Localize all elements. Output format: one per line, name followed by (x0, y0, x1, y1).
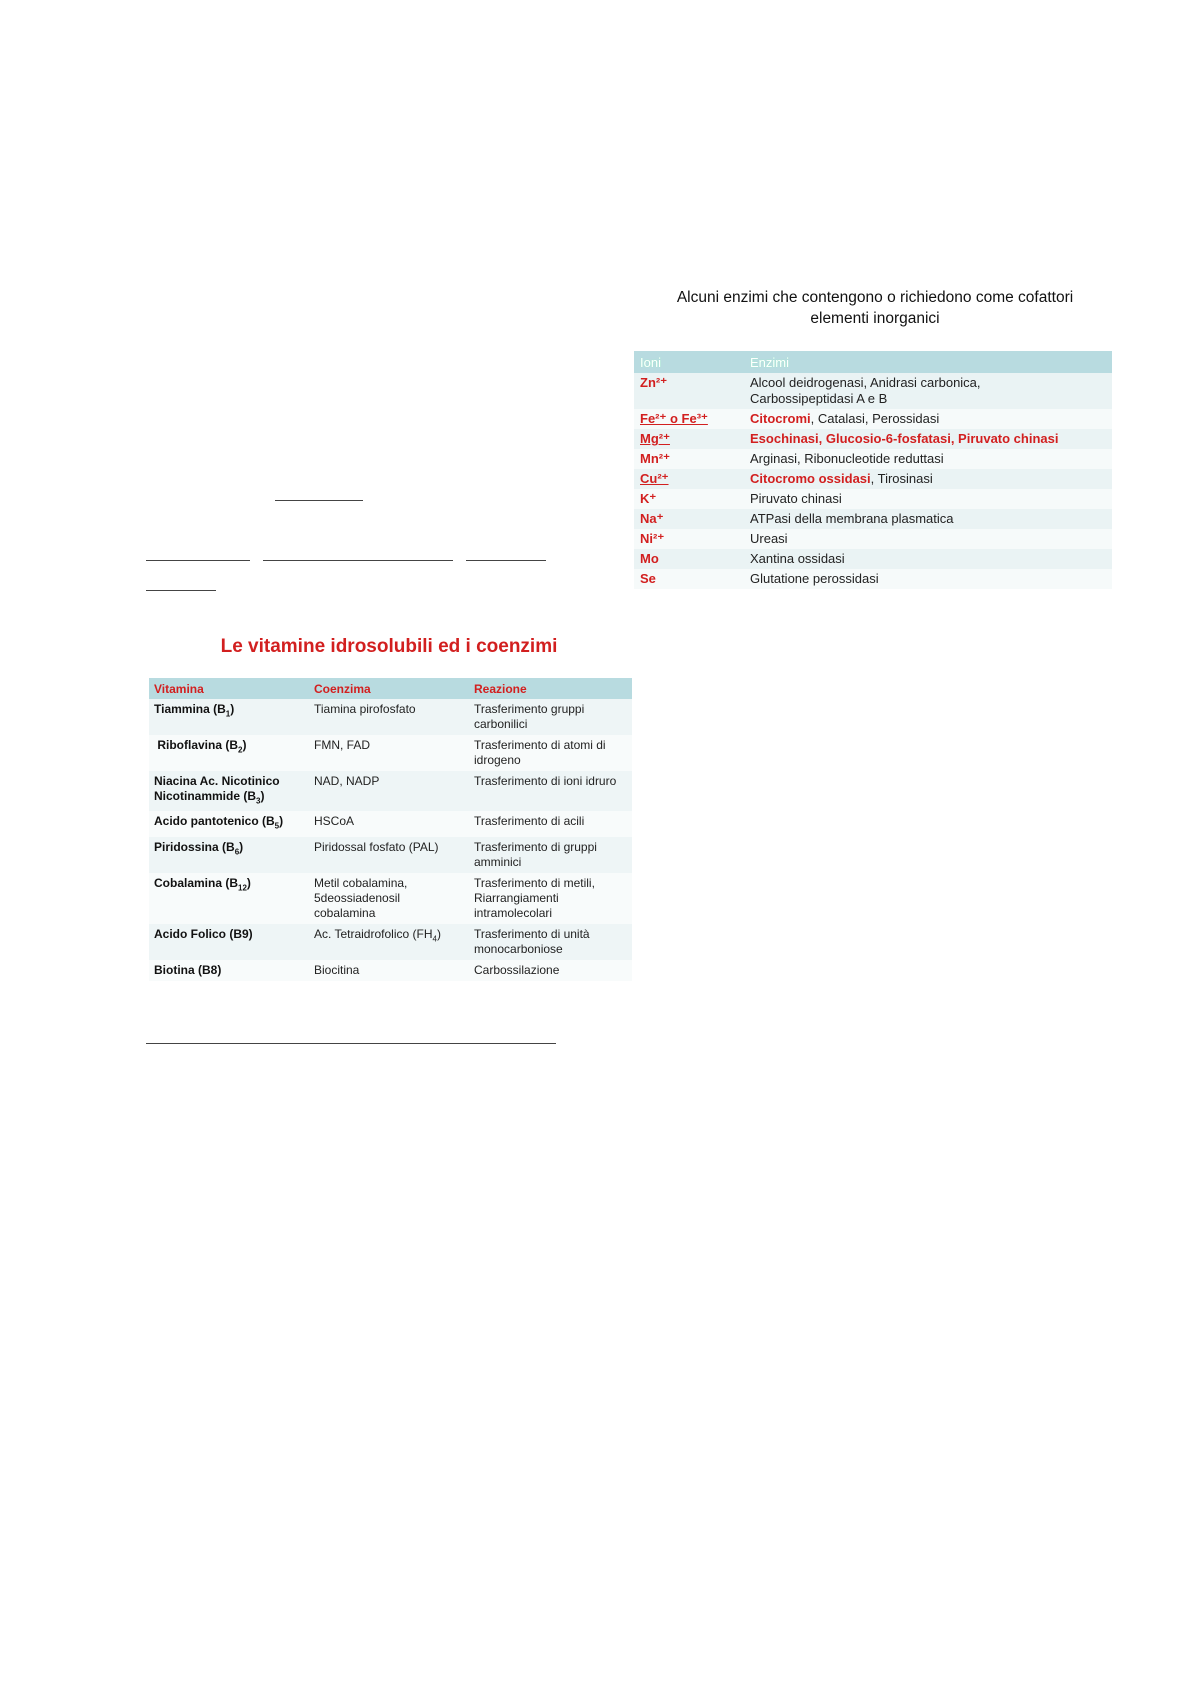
enzymes-cell: Alcool deidrogenasi, Anidrasi carbonica, Carbossipeptidasi A e B (744, 373, 1112, 409)
reaction-cell: Trasferimento di acili (469, 811, 632, 836)
blank-line-3 (263, 560, 453, 561)
ions-header-row (634, 351, 1112, 373)
table-row (149, 837, 632, 873)
table-row (149, 873, 632, 924)
coenzyme-cell: Piridossal fosfato (PAL) (309, 837, 469, 873)
coenzyme-cell: Biocitina (309, 960, 469, 981)
reaction-cell: Carbossilazione (469, 960, 632, 981)
table-row (149, 960, 632, 981)
coenzyme-cell: NAD, NADP (309, 771, 469, 811)
blank-line-5 (146, 590, 216, 591)
table-row (634, 489, 1112, 509)
enzymes-cell: Citocromi, Catalasi, Perossidasi (744, 409, 1112, 429)
table-row (149, 699, 632, 735)
enzymes-cell: Piruvato chinasi (744, 489, 1112, 509)
blank-line-6 (146, 1043, 556, 1044)
vitamin-cell: Niacina Ac. Nicotinico Nicotinammide $(B_3)$ (149, 771, 309, 811)
enzymes-cell: Glutatione perossidasi (744, 569, 1112, 589)
coenzyme-cell: Ac. Tetraidrofolico $(FH_4)$ (309, 924, 469, 960)
ion-cell: Mo (634, 549, 744, 569)
table-row (634, 529, 1112, 549)
ion-cell: Na⁺ (634, 509, 744, 529)
table-row (634, 429, 1112, 449)
ion-cell: Ni²⁺ (634, 529, 744, 549)
enzymes-cell: Ureasi (744, 529, 1112, 549)
table-row (149, 924, 632, 960)
table-row (149, 771, 632, 811)
header-reaction: Reazione (469, 678, 632, 699)
ions-title-line2: elementi inorganici (810, 310, 940, 327)
ion-cell: K⁺ (634, 489, 744, 509)
ions-table-title (640, 287, 1110, 329)
vitamins-header-row (149, 678, 632, 699)
table-row (634, 569, 1112, 589)
reaction-cell: Trasferimento di unità monocarboniose (469, 924, 632, 960)
blank-line-2 (146, 560, 250, 561)
reaction-cell: Trasferimento di ioni idruro (469, 771, 632, 811)
ions-title-line1: Alcuni enzimi che contengono o richiedono come cofattori (676, 289, 1074, 306)
ion-cell: Mg²⁺ (634, 429, 744, 449)
coenzyme-cell: Tiamina pirofosfato (309, 699, 469, 735)
table-row (634, 509, 1112, 529)
ion-cell: Cu²⁺ (634, 469, 744, 489)
vitamins-table-title: Le vitamine idrosolubili ed i coenzimi (220, 636, 558, 657)
enzymes-cell: Esochinasi, Glucosio-6-fosfatasi, Piruvato chinasi (744, 429, 1112, 449)
header-vitamin: Vitamina (149, 678, 309, 699)
table-row (634, 469, 1112, 489)
blank-line-4 (466, 560, 546, 561)
ions-table (634, 351, 1112, 589)
table-row (634, 449, 1112, 469)
header-coenzyme: Coenzima (309, 678, 469, 699)
ion-cell: Se (634, 569, 744, 589)
vitamin-cell: Riboflavina $(B_2)$ (149, 735, 309, 771)
enzymes-cell: ATPasi della membrana plasmatica (744, 509, 1112, 529)
vitamin-cell: Cobalamina $(B_{12})$ (149, 873, 309, 924)
ion-cell: Fe²⁺ o Fe³⁺ (634, 409, 744, 429)
ion-cell: Mn²⁺ (634, 449, 744, 469)
reaction-cell: Trasferimento di atomi di idrogeno (469, 735, 632, 771)
vitamin-cell: Piridossina $(B_6)$ (149, 837, 309, 873)
table-row (634, 549, 1112, 569)
vitamin-cell: Tiammina $(B_1)$ (149, 699, 309, 735)
enzymes-cell: Xantina ossidasi (744, 549, 1112, 569)
table-row (634, 409, 1112, 429)
table-row (149, 735, 632, 771)
ion-cell: Zn²⁺ (634, 373, 744, 409)
reaction-cell: Trasferimento di metili, Riarrangiamenti intramolecolari (469, 873, 632, 924)
coenzyme-cell: Metil cobalamina, 5deossiadenosil cobalamina (309, 873, 469, 924)
vitamin-cell: Biotina (B8) (149, 960, 309, 981)
table-row (634, 373, 1112, 409)
reaction-cell: Trasferimento di gruppi amminici (469, 837, 632, 873)
reaction-cell: Trasferimento gruppi carbonilici (469, 699, 632, 735)
blank-line-1 (275, 500, 363, 501)
header-enzymes: Enzimi (744, 351, 1112, 373)
coenzyme-cell: FMN, FAD (309, 735, 469, 771)
vitamin-cell: Acido pantotenico $(B_5)$ (149, 811, 309, 836)
enzymes-cell: Arginasi, Ribonucleotide reduttasi (744, 449, 1112, 469)
enzymes-cell: Citocromo ossidasi, Tirosinasi (744, 469, 1112, 489)
coenzyme-cell: HSCoA (309, 811, 469, 836)
vitamins-table (149, 678, 632, 981)
table-row (149, 811, 632, 836)
vitamin-cell: Acido Folico (B9) (149, 924, 309, 960)
header-ions: Ioni (634, 351, 744, 373)
